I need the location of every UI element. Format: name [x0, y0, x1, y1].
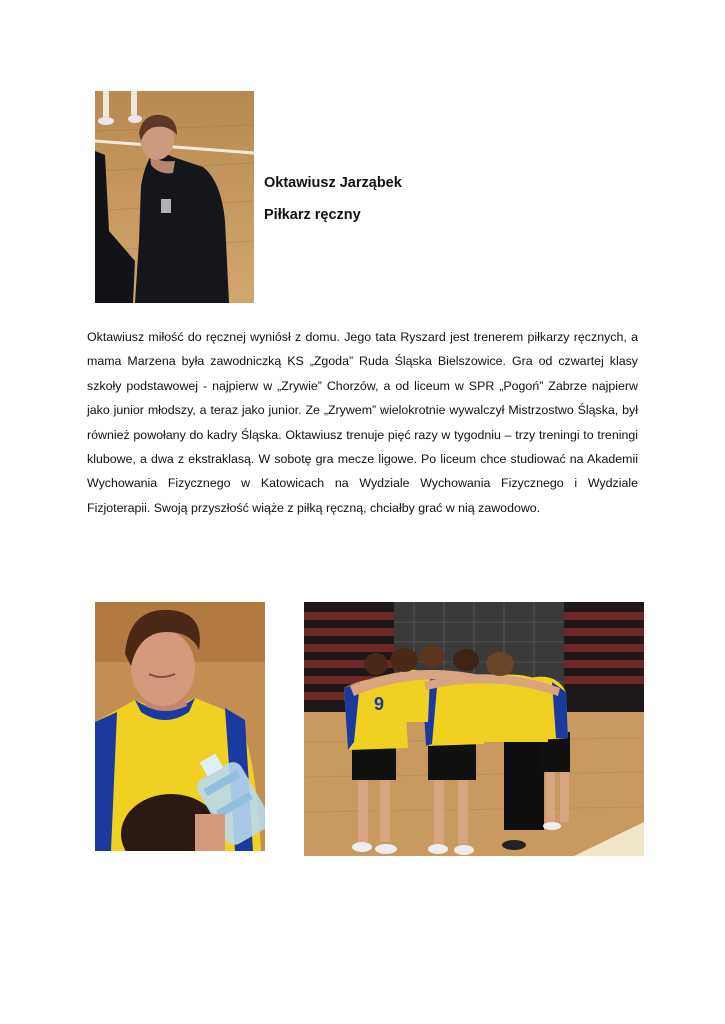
photo-player-drinking-water	[95, 602, 265, 851]
closeup-image	[95, 602, 265, 851]
biography-paragraph: Oktawiusz miłość do ręcznej wyniósł z domu. Jego tata Ryszard jest trenerem piłkarzy ręcznych, a mama Marzena była zawodniczką KS „Zgoda” Ruda Śląska Bielszowice. Gra od czwartej klasy szkoły podstawowej - najpierw w „Zrywie” Chorzów, a od liceum w SPR „Pogoń” Zabrze najpierw jako junior młodszy, a teraz jako junior. Ze „Zrywem” wielokrotnie wywalczył Mistrzostwo Śląska, był również powołany do kadry Śląska. Oktawiusz trenuje pięć razy w tygodniu – trzy treningi to treningi klubowe, a dwa z ekstraklasą. W sobotę gra mecze ligowe. Po liceum chce studiować na Akademii Wychowania Fizycznego w Katowicach na Wydziale Wychowania Fizycznego i Wydziale Fizjoterapii. Swoją przyszłość wiąże z piłką ręczną, chciałby grać w nią zawodowo.	[87, 330, 638, 515]
photo-player-portrait	[95, 91, 254, 303]
person-name: Oktawiusz Jarząbek	[264, 175, 402, 191]
portrait-image	[95, 91, 254, 303]
photo-team-huddle	[304, 602, 644, 856]
person-role: Piłkarz ręczny	[264, 207, 361, 223]
svg-text:9: 9	[374, 694, 385, 714]
huddle-image	[304, 602, 644, 856]
